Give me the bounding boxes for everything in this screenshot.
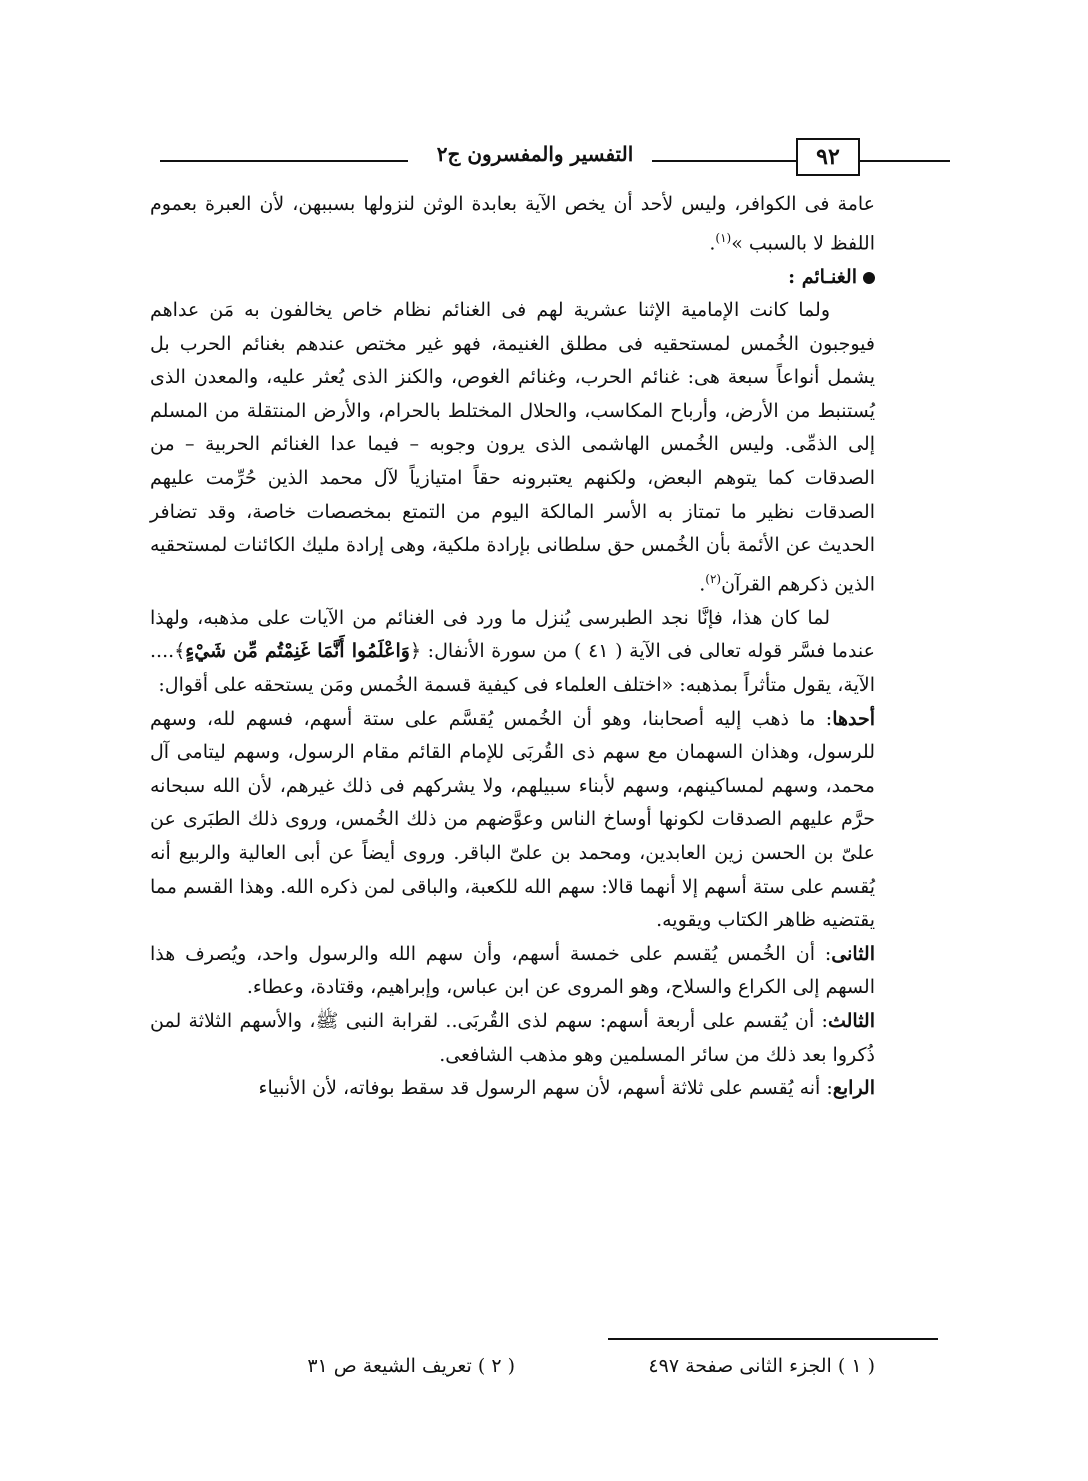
punctuation: . bbox=[699, 573, 706, 596]
paragraph-text: ولما كانت الإمامية الإثنا عشرية لهم فى الغنائم نظام خاص يخالفون به مَن عداهم فيوجبون الخُمس لمستحقيه فى مطلق الغنيمة، فهو غير مختص عندهم بغنائم الحرب بل يشمل أنواعاً سبعة هى: غنائم الحرب، وغنائم الغوص، والكنز الذى يُعثر عليه، والمعدن الذى يُستنبط من الأرض، وأرباح المكاسب، والحلال المختلط بالحرام، والأرض المنتقلة من المسلم إلى الذمِّى. وليس الخُمس الهاشمى الذى يرون وجوبه – فيما عدا الغنائم الحربية – من الصدقات كما يتوهم البعض، ولكنهم يعتبرونه حقاً امتيازياً لآل محمد الذين حُرِّمت عليهم الصدقات نظير ما تمتاز به الأسر المالكة اليوم من التمتع بمخصصات خاصة، وقد تضافر الحديث عن الأئمة بأن الخُمس حق سلطانى بإرادة ملكية، وهى إرادة مليك الكائنات لمستحقيه الذين ذكرهم القرآن bbox=[150, 299, 876, 596]
opinion-fourth bbox=[150, 1072, 875, 1106]
paragraph-continuation bbox=[150, 188, 875, 261]
header-rule-right bbox=[860, 160, 950, 162]
main-text bbox=[150, 188, 875, 1106]
paragraph-text: لما كان هذا، فإنَّا نجد الطبرسى يُنزل ما ورد فى الغنائم من الآيات على مذهبه، ولهذا عندما فسَّر قوله تعالى فى الآية ( ٤١ ) من سورة الأنفال: ﴿ bbox=[150, 606, 875, 663]
footnote-1: ( ١ ) الجزء الثانى صفحة ٤٩٧ bbox=[648, 1355, 875, 1377]
paragraph-text: : أن الخُمس يُقسم على خمسة أسهم، وأن سهم الله والرسول واحد، ويُصرف هذا السهم إلى الكراع والسلاح، وهو المروى عن ابن عباس، وإبراهيم، وقتادة، وعطاء. bbox=[150, 942, 875, 999]
opinion-label: الثالث bbox=[827, 1009, 875, 1032]
opinion-label: الثانى bbox=[831, 942, 875, 965]
opinion-second bbox=[150, 938, 875, 1005]
running-title: التفسير والمفسرون ج٢ bbox=[436, 142, 634, 166]
opinion-third bbox=[150, 1005, 875, 1072]
punctuation: . bbox=[709, 231, 716, 254]
footnote-ref-1: (١) bbox=[715, 230, 732, 245]
paragraph-text: عامة فى الكوافر، وليس لأحد أن يخص الآية بعابدة الوثن لنزولها بسببهن، لأن العبرة بعموم اللفظ لا بالسبب » bbox=[150, 193, 875, 254]
paragraph-text: : ما ذهب إليه أصحابنا، وهو أن الخُمس يُقسَّم على ستة أسهم، فسهم لله، وسهم للرسول، وهذان السهمان مع سهم ذى القُربَى للإمام القائم مقام الرسول، وسهم ليتامى آل محمد، وسهم لمساكينهم، وسهم لأبناء سبيلهم، ولا يشركهم فى ذلك غيرهم، لأن الله سبحانه حرَّم عليهم الصدقات لكونها أوساخ الناس وعوَّضهم من ذلك الخُمس، وروى ذلك الطبَرى عن علىّ بن الحسن زين العابدين، ومحمد بن علىّ الباقر. وروى أيضاً عن أبى العالية والربيع أنه يُقسم على ستة أسهم إلا أنهما قالا: سهم الله للكعبة، والباقى لمن ذكره الله. وهذا القسم مما يقتضيه ظاهر الكتاب ويقويه. bbox=[150, 707, 875, 932]
header-rule-middle bbox=[652, 160, 798, 162]
header-rule-left bbox=[160, 160, 408, 162]
opinion-label: الرابع bbox=[832, 1077, 875, 1100]
paragraph-text: ﴾.... الآية، يقول متأثراً بمذهبه: «اختلف العلماء فى كيفية قسمة الخُمس ومَن يستحقه على أقوال: bbox=[150, 640, 875, 696]
footnote-ref-2: (٢) bbox=[705, 571, 722, 586]
opinion-first bbox=[150, 703, 875, 938]
page-number: ٩٢ bbox=[796, 138, 860, 176]
section-heading bbox=[150, 261, 875, 295]
section-heading-text: الغنـائم : bbox=[788, 265, 857, 288]
opinion-label: أحدها bbox=[832, 707, 875, 730]
paragraph-tabarsi bbox=[150, 602, 875, 703]
footnote-separator bbox=[608, 1338, 938, 1340]
paragraph-ghanaim bbox=[150, 294, 875, 602]
paragraph-text: : أن يُقسم على أربعة أسهم: سهم لذى القُربَى.. لقرابة النبى ﷺ، والأسهم الثلاثة لمن ذُكروا بعد ذلك من سائر المسلمين وهو مذهب الشافعى. bbox=[150, 1009, 875, 1066]
bullet-icon bbox=[863, 272, 875, 284]
quran-verse: وَاعْلَمُوا أَنَّمَا غَنِمْتُم مِّن شَيْءٍ bbox=[185, 640, 410, 663]
footnote-2: ( ٢ ) تعريف الشيعة ص ٣١ bbox=[307, 1355, 515, 1377]
footnotes bbox=[150, 1355, 875, 1385]
page-header bbox=[150, 138, 950, 180]
paragraph-text: : أنه يُقسم على ثلاثة أسهم، لأن سهم الرسول قد سقط بوفاته، لأن الأنبياء bbox=[258, 1077, 833, 1100]
